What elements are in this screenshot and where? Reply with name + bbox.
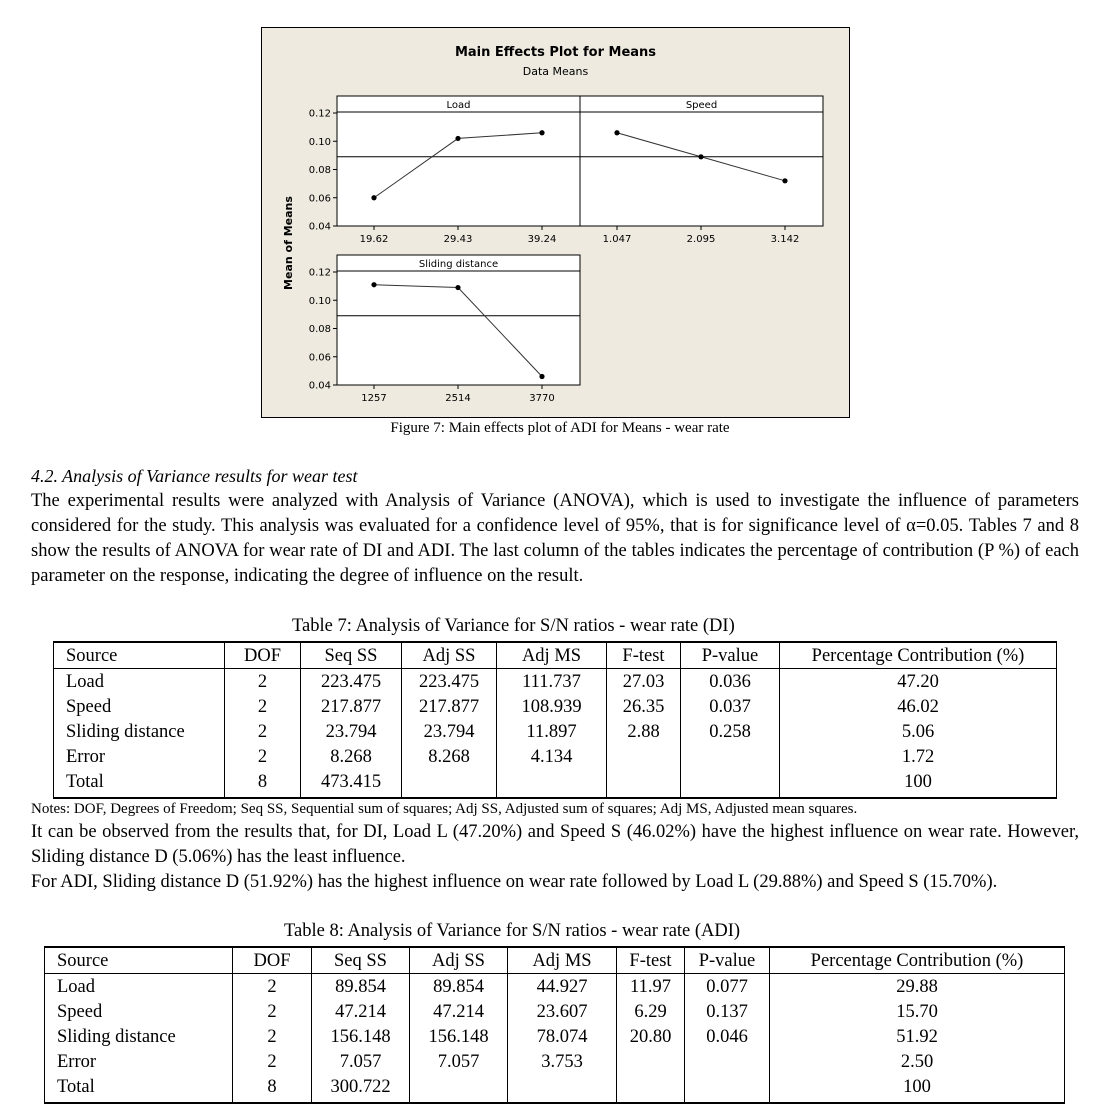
main-effects-chart bbox=[261, 27, 850, 418]
paragraph-di-results: It can be observed from the results that, for DI, Load L (47.20%) and Speed S (46.02%) have the highest influence on wear rate. However, Sliding distance D (5.06%) has the least influence. bbox=[31, 822, 1079, 867]
table-cell: 6.29 bbox=[617, 999, 685, 1024]
table-header-row bbox=[54, 642, 1057, 669]
table-cell: 23.794 bbox=[402, 719, 497, 744]
x-tick-label: 29.43 bbox=[443, 234, 473, 245]
table-cell bbox=[681, 769, 780, 798]
chart-subtitle: Data Means bbox=[522, 65, 589, 78]
column-header: Source bbox=[45, 947, 233, 974]
table-row bbox=[45, 1024, 1065, 1049]
column-header: Seq SS bbox=[312, 947, 410, 974]
table-cell: 3.753 bbox=[508, 1049, 617, 1074]
table7-anova-di bbox=[53, 641, 1057, 799]
table-cell bbox=[607, 769, 681, 798]
table-row bbox=[45, 999, 1065, 1024]
table-cell: 47.214 bbox=[410, 999, 508, 1024]
table-cell bbox=[402, 769, 497, 798]
x-tick-label: 2514 bbox=[445, 393, 471, 404]
table-cell bbox=[410, 1074, 508, 1103]
table-cell: 47.214 bbox=[312, 999, 410, 1024]
table-cell: 47.20 bbox=[780, 669, 1057, 695]
y-tick-label: 0.06 bbox=[308, 193, 331, 205]
data-point bbox=[614, 130, 619, 135]
column-header: Source bbox=[54, 642, 225, 669]
table8-anova-adi bbox=[44, 946, 1065, 1104]
table-cell: Sliding distance bbox=[45, 1024, 233, 1049]
panel-frame bbox=[580, 96, 823, 226]
table-cell: Load bbox=[54, 669, 225, 695]
table-cell: 8.268 bbox=[301, 744, 402, 769]
table-cell: Speed bbox=[54, 694, 225, 719]
column-header: DOF bbox=[225, 642, 301, 669]
table-cell: 1.72 bbox=[780, 744, 1057, 769]
column-header: Seq SS bbox=[301, 642, 402, 669]
table-cell bbox=[508, 1074, 617, 1103]
table-cell: 7.057 bbox=[312, 1049, 410, 1074]
table-row bbox=[54, 769, 1057, 798]
table-cell: 29.88 bbox=[770, 974, 1065, 1000]
table-cell: 108.939 bbox=[497, 694, 607, 719]
table-cell: 27.03 bbox=[607, 669, 681, 695]
y-axis-label: Mean of Means bbox=[282, 196, 295, 290]
table-cell bbox=[617, 1074, 685, 1103]
table-cell: 0.258 bbox=[681, 719, 780, 744]
table-cell: 2 bbox=[225, 719, 301, 744]
table-cell bbox=[607, 744, 681, 769]
table-cell: 23.794 bbox=[301, 719, 402, 744]
y-tick-label: 0.04 bbox=[308, 221, 331, 233]
y-tick-label: 0.12 bbox=[308, 267, 331, 279]
table-cell: 2 bbox=[233, 974, 312, 1000]
data-point bbox=[782, 178, 787, 183]
y-tick-label: 0.12 bbox=[308, 108, 331, 120]
table-cell: 217.877 bbox=[301, 694, 402, 719]
table-cell: Total bbox=[54, 769, 225, 798]
table8-title: Table 8: Analysis of Variance for S/N ratios - wear rate (ADI) bbox=[284, 921, 741, 941]
paragraph-adi-results: For ADI, Sliding distance D (51.92%) has the highest influence on wear rate followed by Load L (29.88%) and Speed S (15.70%). bbox=[31, 872, 998, 892]
table-cell: 11.897 bbox=[497, 719, 607, 744]
table-cell: 156.148 bbox=[312, 1024, 410, 1049]
table-cell bbox=[497, 769, 607, 798]
column-header: Adj SS bbox=[402, 642, 497, 669]
data-point bbox=[371, 282, 376, 287]
y-tick-label: 0.10 bbox=[308, 295, 331, 307]
table-notes: Notes: DOF, Degrees of Freedom; Seq SS, Sequential sum of squares; Adj SS, Adjusted sum of squares; Adj MS, Adjusted mean squares. bbox=[31, 801, 858, 817]
data-point bbox=[698, 154, 703, 159]
data-point bbox=[371, 195, 376, 200]
y-tick-label: 0.06 bbox=[308, 352, 331, 364]
table-cell: 7.057 bbox=[410, 1049, 508, 1074]
table-cell: 100 bbox=[780, 769, 1057, 798]
x-tick-label: 2.095 bbox=[686, 234, 716, 245]
column-header: P-value bbox=[681, 642, 780, 669]
y-tick-label: 0.04 bbox=[308, 380, 331, 392]
section-heading: 4.2. Analysis of Variance results for wear test bbox=[31, 466, 358, 486]
x-tick-label: 3770 bbox=[529, 393, 555, 404]
table-cell: 8.268 bbox=[402, 744, 497, 769]
table-cell: 23.607 bbox=[508, 999, 617, 1024]
x-tick-label: 3.142 bbox=[770, 234, 800, 245]
panel-title: Load bbox=[446, 100, 471, 111]
table-cell: 2.88 bbox=[607, 719, 681, 744]
y-tick-label: 0.10 bbox=[308, 136, 331, 148]
table-cell: 89.854 bbox=[410, 974, 508, 1000]
table-cell: 11.97 bbox=[617, 974, 685, 1000]
paragraph-anova-intro: The experimental results were analyzed with Analysis of Variance (ANOVA), which is used to investigate the influence of parameters considered for the study. This analysis was evaluated for a confidence level of 95%, that is for significance level of α=0.05. Tables 7 and 8 show the results of ANOVA for wear rate of DI and ADI. The last column of the tables indicates the percentage of contribution (P %) of each parameter on the response, indicating the degree of influence on the result. bbox=[31, 491, 1079, 586]
panel-title: Speed bbox=[685, 100, 718, 111]
table-cell: 0.137 bbox=[685, 999, 770, 1024]
table-cell: Sliding distance bbox=[54, 719, 225, 744]
x-tick-label: 1257 bbox=[361, 393, 387, 404]
table-cell: 51.92 bbox=[770, 1024, 1065, 1049]
table-cell: Load bbox=[45, 974, 233, 1000]
table-row bbox=[54, 744, 1057, 769]
column-header: F-test bbox=[617, 947, 685, 974]
column-header: DOF bbox=[233, 947, 312, 974]
table-cell: 8 bbox=[225, 769, 301, 798]
data-point bbox=[539, 374, 544, 379]
column-header: P-value bbox=[685, 947, 770, 974]
table-cell: 300.722 bbox=[312, 1074, 410, 1103]
table-cell: 78.074 bbox=[508, 1024, 617, 1049]
table-cell: Total bbox=[45, 1074, 233, 1103]
table-cell: 223.475 bbox=[301, 669, 402, 695]
table-row bbox=[45, 1049, 1065, 1074]
table-cell: 2.50 bbox=[770, 1049, 1065, 1074]
column-header: Adj SS bbox=[410, 947, 508, 974]
table-row bbox=[54, 694, 1057, 719]
table-cell: 473.415 bbox=[301, 769, 402, 798]
table-cell bbox=[685, 1074, 770, 1103]
table-cell: 8 bbox=[233, 1074, 312, 1103]
table-cell: 2 bbox=[225, 694, 301, 719]
table-cell: 4.134 bbox=[497, 744, 607, 769]
table-row bbox=[45, 974, 1065, 1000]
table-cell: 2 bbox=[233, 1049, 312, 1074]
table-cell: Speed bbox=[45, 999, 233, 1024]
table-cell: 44.927 bbox=[508, 974, 617, 1000]
data-point bbox=[455, 285, 460, 290]
table-cell bbox=[617, 1049, 685, 1074]
table-cell: 2 bbox=[233, 1024, 312, 1049]
table-header-row bbox=[45, 947, 1065, 974]
table-cell bbox=[685, 1049, 770, 1074]
panel-title: Sliding distance bbox=[418, 259, 499, 270]
chart-title: Main Effects Plot for Means bbox=[454, 45, 657, 60]
table-cell: Error bbox=[54, 744, 225, 769]
table-cell: 15.70 bbox=[770, 999, 1065, 1024]
table-cell: Error bbox=[45, 1049, 233, 1074]
table-cell bbox=[681, 744, 780, 769]
table-cell: 0.077 bbox=[685, 974, 770, 1000]
table-cell: 2 bbox=[225, 744, 301, 769]
table-cell: 2 bbox=[225, 669, 301, 695]
table-cell: 89.854 bbox=[312, 974, 410, 1000]
data-point bbox=[539, 130, 544, 135]
table-cell: 0.036 bbox=[681, 669, 780, 695]
figure-caption: Figure 7: Main effects plot of ADI for Means - wear rate bbox=[390, 420, 730, 436]
table-cell: 156.148 bbox=[410, 1024, 508, 1049]
table-cell: 217.877 bbox=[402, 694, 497, 719]
column-header: Percentage Contribution (%) bbox=[770, 947, 1065, 974]
table-cell: 0.046 bbox=[685, 1024, 770, 1049]
table-cell: 223.475 bbox=[402, 669, 497, 695]
table7-title: Table 7: Analysis of Variance for S/N ratios - wear rate (DI) bbox=[292, 616, 735, 636]
table-cell: 26.35 bbox=[607, 694, 681, 719]
column-header: F-test bbox=[607, 642, 681, 669]
table-row bbox=[54, 669, 1057, 695]
panel-frame bbox=[337, 96, 580, 226]
table-cell: 111.737 bbox=[497, 669, 607, 695]
table-row bbox=[45, 1074, 1065, 1103]
data-point bbox=[455, 136, 460, 141]
table-cell: 5.06 bbox=[780, 719, 1057, 744]
y-tick-label: 0.08 bbox=[308, 165, 331, 176]
column-header: Adj MS bbox=[497, 642, 607, 669]
column-header: Percentage Contribution (%) bbox=[780, 642, 1057, 669]
table-cell: 2 bbox=[233, 999, 312, 1024]
panel-frame bbox=[337, 255, 580, 385]
table-cell: 0.037 bbox=[681, 694, 780, 719]
table-cell: 100 bbox=[770, 1074, 1065, 1103]
x-tick-label: 1.047 bbox=[602, 234, 632, 245]
x-tick-label: 19.62 bbox=[359, 234, 389, 245]
y-tick-label: 0.08 bbox=[308, 324, 331, 335]
table-cell: 20.80 bbox=[617, 1024, 685, 1049]
column-header: Adj MS bbox=[508, 947, 617, 974]
x-tick-label: 39.24 bbox=[527, 234, 557, 245]
table-row bbox=[54, 719, 1057, 744]
chart-plot-area bbox=[262, 28, 851, 419]
table-cell: 46.02 bbox=[780, 694, 1057, 719]
